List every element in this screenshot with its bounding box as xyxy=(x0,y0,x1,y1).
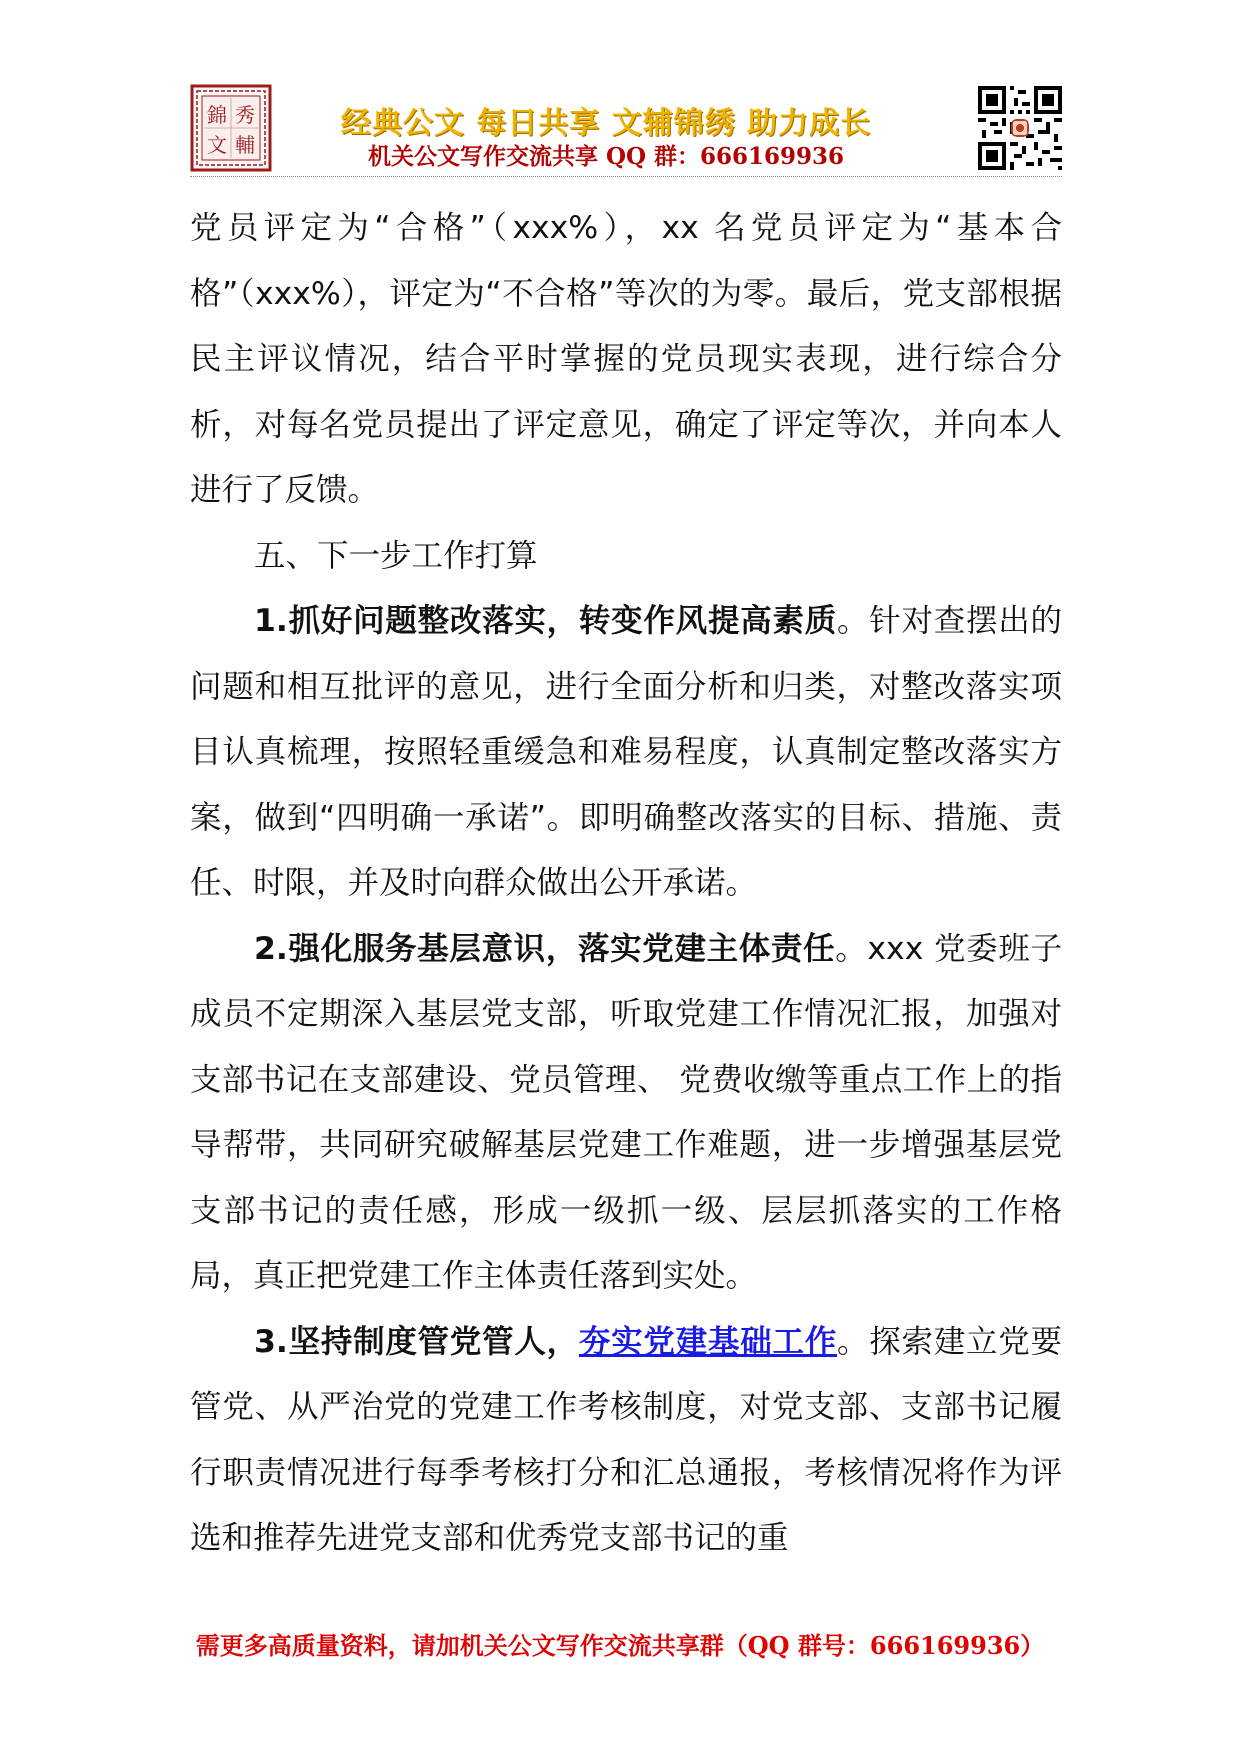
qr-code-icon xyxy=(978,86,1062,170)
item-2-lead: 2.强化服务基层意识，落实党建主体责任 xyxy=(254,930,836,967)
header-qq-group: 机关公文写作交流共享 QQ 群：666169936 xyxy=(367,143,845,170)
item-3-lead: 3.坚持制度管党管人， xyxy=(254,1323,579,1360)
seal-char-4: 輔 xyxy=(235,133,255,157)
seal-logo-icon xyxy=(190,84,272,172)
seal-char-1: 錦 xyxy=(207,103,227,127)
item-3-body: 。探索建立党要管党、从严治党的党建工作考核制度，对党支部、支部书记履行职责情况进行每季考核打分和汇总通报，考核情况将作为评选和推荐先进党支部和优秀党支部书记的重 xyxy=(190,1323,1062,1556)
paragraph-item-3 xyxy=(190,1310,1062,1572)
item-3-link[interactable]: 夯实党建基础工作 xyxy=(578,1323,837,1360)
paragraph-evaluation-results: 党员评定为“合格”（xxx%），xx 名党员评定为“基本合格”（xxx%），评定为“不合格”等次的为零。最后，党支部根据民主评议情况，结合平时掌握的党员现实表现，进行综合分析，对每名党员提出了评定意见，确定了评定等次，并向本人进行了反馈。 xyxy=(190,210,1062,508)
seal-char-3: 文 xyxy=(207,133,227,157)
section-heading-next-steps: 五、下一步工作打算 xyxy=(254,537,538,574)
page-header xyxy=(190,84,1062,176)
paragraph-item-1 xyxy=(190,589,1062,917)
paragraph-item-2 xyxy=(190,917,1062,1310)
header-divider xyxy=(190,176,1062,177)
document-body xyxy=(190,196,1062,1572)
item-2-body: 。xxx 党委班子成员不定期深入基层党支部，听取党建工作情况汇报，加强对支部书记在支部建设、党员管理、 党费收缴等重点工作上的指导帮带，共同研究破解基层党建工作难题，进一步增强基层党支部书记的责任感，形成一级抓一级、层层抓落实的工作格局，真正把党建工作主体责任落到实处。 xyxy=(190,930,1062,1294)
item-1-lead: 1.抓好问题整改落实，转变作风提高素质 xyxy=(254,603,837,639)
item-1-body: 。针对查摆出的问题和相互批评的意见，进行全面分析和归类，对整改落实项目认真梳理，按照轻重缓急和难易程度，认真制定整改落实方案，做到“四明确一承诺”。即明确整改落实的目标、措施、责任、时限，并及时向群众做出公开承诺。 xyxy=(190,603,1062,901)
footer-notice: 需更多高质量资料，请加机关公文写作交流共享群（QQ 群号：666169936） xyxy=(195,1631,1045,1660)
seal-char-2: 秀 xyxy=(235,103,255,127)
header-slogan: 经典公文 每日共享 文辅锦绣 助力成长 xyxy=(340,106,872,141)
